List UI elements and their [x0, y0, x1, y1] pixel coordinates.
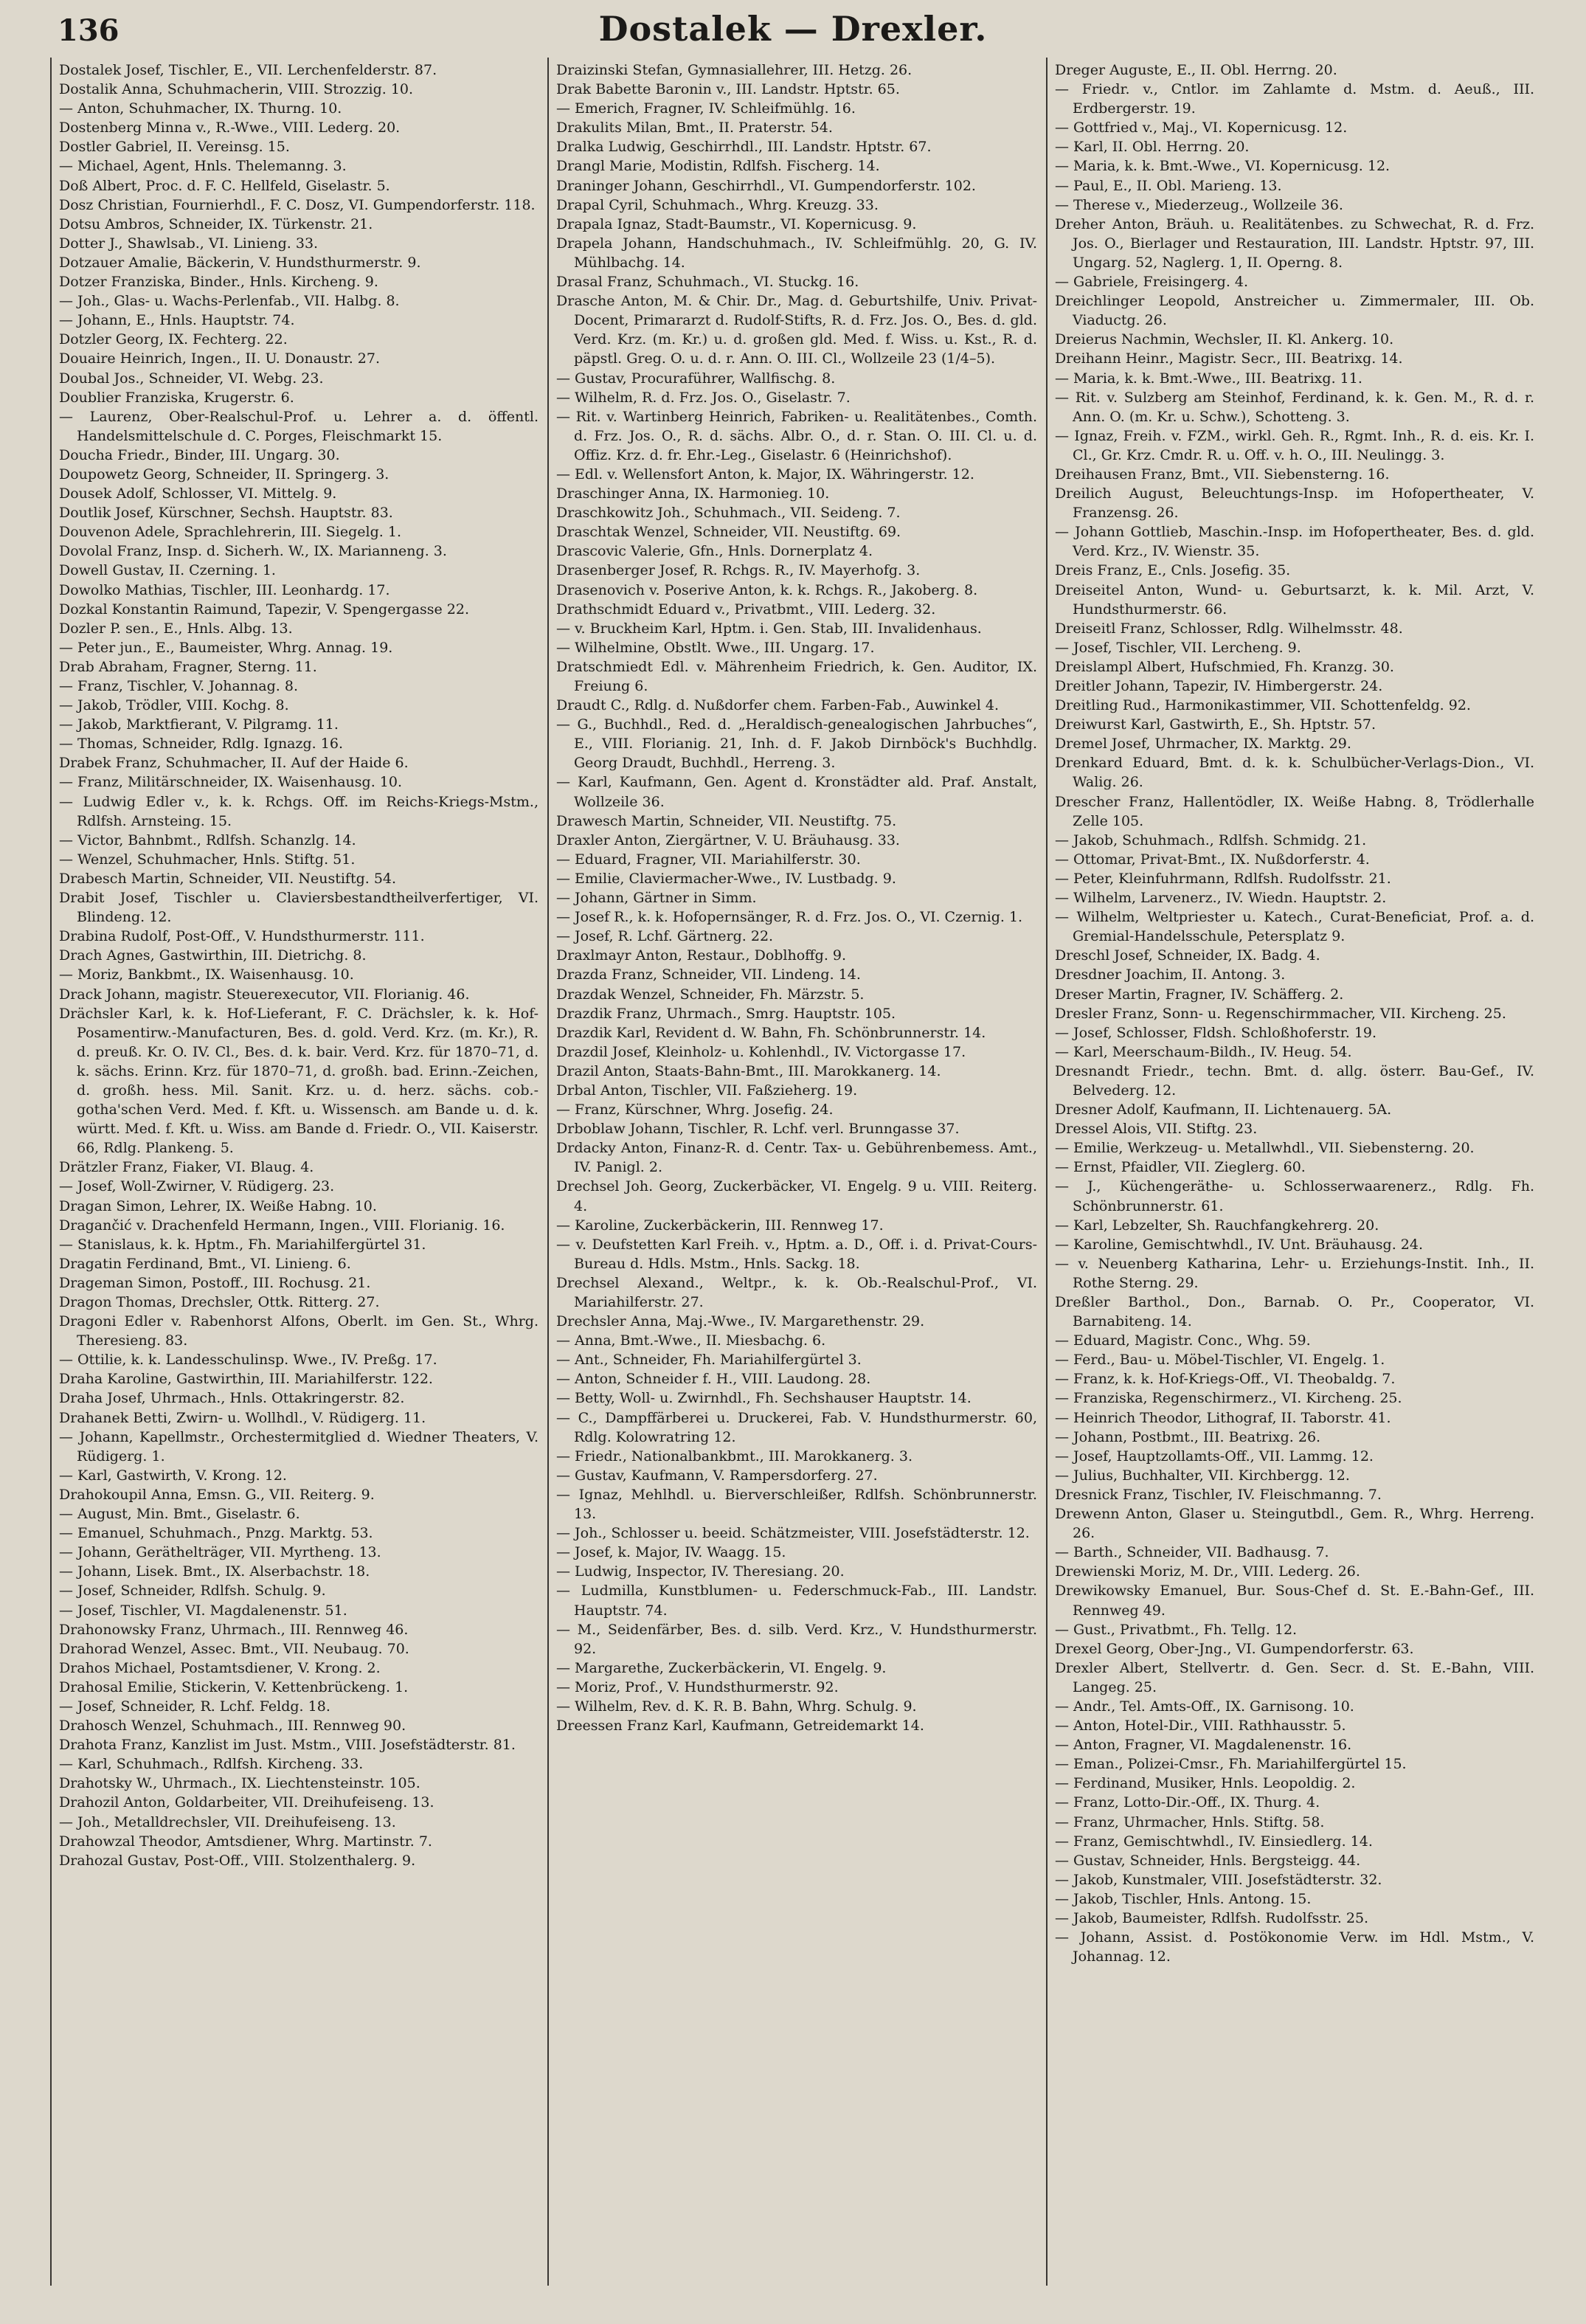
directory-entry: — Karl, Schuhmach., Rdlfsh. Kircheng. 33.	[59, 1756, 364, 1773]
directory-entry: — Josef, Hauptzollamts-Off., VII. Lammg. 12.	[1055, 1448, 1374, 1464]
directory-entry: Dotter J., Shawlsab., VI. Linieng. 33.	[59, 235, 319, 252]
directory-entry: — Josef, Schlosser, Fldsh. Schloßhoferstr. 19.	[1055, 1024, 1377, 1041]
directory-entry: Dowell Gustav, II. Czerning. 1.	[59, 562, 276, 579]
directory-entry: — Gustav, Procuraführer, Wallfischg. 8.	[556, 370, 836, 387]
page-header	[52, 9, 1534, 53]
directory-entry: Dreislampl Albert, Hufschmied, Fh. Kranzg. 30.	[1055, 658, 1394, 675]
directory-entry: Drahokoupil Anna, Emsn. G., VII. Reiterg. 9.	[59, 1486, 375, 1503]
directory-entry: — Jakob, Kunstmaler, VIII. Josefstädterstr. 32.	[1055, 1871, 1382, 1888]
directory-entry: Drahowzal Theodor, Amtsdiener, Whrg. Martinstr. 7.	[59, 1833, 432, 1850]
directory-entry: — Jakob, Baumeister, Rdlfsh. Rudolfsstr. 25.	[1055, 1910, 1369, 1926]
directory-entry: Dragančić v. Drachenfeld Hermann, Ingen., VIII. Florianig. 16.	[59, 1217, 505, 1234]
directory-entry: — Edl. v. Wellensfort Anton, k. Major, IX. Währingerstr. 12.	[556, 466, 974, 483]
directory-entry: — Eduard, Magistr. Conc., Whg. 59.	[1055, 1332, 1311, 1349]
directory-entry: Dreichlinger Leopold, Anstreicher u. Zimmermaler, III. Ob. Viaductg. 26.	[1055, 293, 1534, 329]
directory-entry: Dreschl Josef, Schneider, IX. Badg. 4.	[1055, 947, 1320, 964]
directory-entry: — Anton, Schuhmacher, IX. Thurng. 10.	[59, 100, 342, 117]
directory-entry: — Franz, Uhrmacher, Hnls. Stiftg. 58.	[1055, 1813, 1325, 1830]
directory-entry: — Anton, Hotel-Dir., VIII. Rathhausstr. 5.	[1055, 1718, 1346, 1735]
directory-entry: — Josef R., k. k. Hofopernsänger, R. d. Frz. Jos. O., VI. Czernig. 1.	[556, 909, 1023, 926]
directory-entry: Dragan Simon, Lehrer, IX. Weiße Habng. 10.	[59, 1197, 377, 1214]
directory-entry: — Johann, Assist. d. Postökonomie Verw. im Hdl. Mstm., V. Johannag. 12.	[1055, 1929, 1534, 1965]
directory-entry: Drahota Franz, Kanzlist im Just. Mstm., VIII. Josefstädterstr. 81.	[59, 1737, 516, 1754]
directory-entry: Dreiseitl Franz, Schlosser, Rdlg. Wilhelmsstr. 48.	[1055, 620, 1403, 637]
directory-entry: Drahorad Wenzel, Assec. Bmt., VII. Neubaug. 70.	[59, 1640, 409, 1657]
directory-entry: Doutlik Josef, Kürschner, Sechsh. Hauptstr. 83.	[59, 505, 393, 522]
directory-entry: Drach Agnes, Gastwirthin, III. Dietrichg. 8.	[59, 947, 367, 964]
directory-entry: Doublier Franziska, Krugerstr. 6.	[59, 389, 294, 406]
directory-entry: Dreihann Heinr., Magistr. Secr., III. Beatrixg. 14.	[1055, 350, 1403, 367]
directory-entry: — Wilhelm, Larvenerz., IV. Wiedn. Hauptstr. 2.	[1055, 890, 1387, 907]
directory-entry: Dozkal Konstantin Raimund, Tapezir, V. Spengergasse 22.	[59, 601, 470, 618]
directory-entry: — Ignaz, Freih. v. FZM., wirkl. Geh. R., Rgmt. Inh., R. d. eis. Kr. I. Cl., Gr. Krz. Cmdr. R. u. Off. v. h. O., III. Neulingg. 3.	[1055, 427, 1534, 463]
directory-entry: Drdacky Anton, Finanz-R. d. Centr. Tax- u. Gebührenbemess. Amt., IV. Panigl. 2.	[556, 1140, 1037, 1176]
directory-entry: Drak Babette Baronin v., III. Landstr. Hptstr. 65.	[556, 81, 900, 98]
directory-entry: Drechsler Anna, Maj.-Wwe., IV. Margarethenstr. 29.	[556, 1313, 925, 1330]
directory-entry: — v. Bruckheim Karl, Hptm. i. Gen. Stab, III. Invalidenhaus.	[556, 620, 982, 637]
directory-entry: — Johann, Lisek. Bmt., IX. Alserbachstr. 18.	[59, 1563, 370, 1580]
directory-entry: Drazda Franz, Schneider, VII. Lindeng. 14.	[556, 966, 861, 983]
directory-entry: — Anton, Fragner, VI. Magdalenenstr. 16.	[1055, 1737, 1352, 1754]
directory-entry: — Emilie, Claviermacher-Wwe., IV. Lustbadg. 9.	[556, 870, 896, 887]
directory-entry: Drazdik Karl, Revident d. W. Bahn, Fh. Schönbrunnerstr. 14.	[556, 1024, 986, 1041]
directory-entry: Drahosch Wenzel, Schuhmach., III. Rennweg 90.	[59, 1718, 406, 1735]
directory-entry: Dostenberg Minna v., R.-Wwe., VIII. Lederg. 20.	[59, 120, 401, 136]
directory-entry: — Karl, Lebzelter, Sh. Rauchfangkehrerg. 20.	[1055, 1217, 1379, 1234]
directory-entry: — Ludmilla, Kunstblumen- u. Federschmuck-Fab., III. Landstr. Hauptstr. 74.	[556, 1583, 1037, 1619]
directory-entry: Draschtak Wenzel, Schneider, VII. Neustiftg. 69.	[556, 524, 901, 541]
directory-entry: Drahanek Betti, Zwirn- u. Wollhdl., V. Rüdigerg. 11.	[59, 1409, 426, 1426]
directory-entry: Dragon Thomas, Drechsler, Ottk. Ritterg. 27.	[59, 1294, 380, 1310]
directory-entry: — Jakob, Tischler, Hnls. Antong. 15.	[1055, 1890, 1312, 1907]
directory-entry: Dotzauer Amalie, Bäckerin, V. Hundsthurmerstr. 9.	[59, 254, 421, 271]
directory-entry: Drabesch Martin, Schneider, VII. Neustiftg. 54.	[59, 870, 397, 887]
directory-entry: Dressel Alois, VII. Stiftg. 23.	[1055, 1121, 1258, 1138]
directory-entry: — Karl, Gastwirth, V. Krong. 12.	[59, 1467, 287, 1484]
directory-entry: Dovolal Franz, Insp. d. Sicherh. W., IX. Marianneng. 3.	[59, 543, 447, 560]
directory-entry: — Thomas, Schneider, Rdlg. Ignazg. 16.	[59, 736, 343, 753]
directory-entry: Dousek Adolf, Schlosser, VI. Mittelg. 9.	[59, 485, 337, 502]
directory-entry: — Ottilie, k. k. Landesschulinsp. Wwe., IV. Preßg. 17.	[59, 1352, 437, 1369]
directory-entry: Drahonowsky Franz, Uhrmach., III. Rennweg 46.	[59, 1621, 409, 1638]
directory-entry: Drapal Cyril, Schuhmach., Whrg. Kreuzg. 33.	[556, 196, 879, 213]
directory-entry: Drenkard Eduard, Bmt. d. k. k. Schulbücher-Verlags-Dion., VI. Walig. 26.	[1055, 755, 1534, 791]
directory-entry: Dralka Ludwig, Geschirrhdl., III. Landstr. Hptstr. 67.	[556, 139, 932, 156]
directory-entry: — G., Buchhdl., Red. d. „Heraldisch-genealogischen Jahrbuches“, E., VIII. Florianig. 21, Inh. d. F. Jakob Dirnböck's Buchhdlg. Georg Draudt, Buchhdl., Herreng. 3.	[556, 716, 1037, 772]
directory-entry: — Josef, k. Major, IV. Waagg. 15.	[556, 1544, 786, 1561]
directory-entry: Drescher Franz, Hallentödler, IX. Weiße Habng. 8, Trödlerhalle Zelle 105.	[1055, 793, 1534, 829]
directory-entry: — Franz, Gemischtwhdl., IV. Einsiedlerg. 14.	[1055, 1833, 1373, 1850]
directory-entry: — Franz, Militärschneider, IX. Waisenhausg. 10.	[59, 774, 402, 791]
directory-entry: — Peter jun., E., Baumeister, Whrg. Annag. 19.	[59, 639, 393, 656]
directory-entry: Doß Albert, Proc. d. F. C. Hellfeld, Giselastr. 5.	[59, 177, 390, 194]
directory-entry: — Emanuel, Schuhmach., Pnzg. Marktg. 53.	[59, 1525, 373, 1542]
directory-entry: — Joh., Glas- u. Wachs-Perlenfab., VII. Halbg. 8.	[59, 293, 400, 310]
directory-entry: Dotzer Franziska, Binder., Hnls. Kircheng. 9.	[59, 274, 378, 291]
directory-entry: Douvenon Adele, Sprachlehrerin, III. Siegelg. 1.	[59, 524, 401, 541]
directory-entry: — Moriz, Bankbmt., IX. Waisenhausg. 10.	[59, 966, 354, 983]
directory-entry: Drapala Ignaz, Stadt-Baumstr., VI. Kopernicusg. 9.	[556, 215, 917, 232]
directory-entry: Dostalik Anna, Schuhmacherin, VIII. Strozzig. 10.	[59, 81, 414, 98]
directory-entry: Drangl Marie, Modistin, Rdlfsh. Fischerg. 14.	[556, 158, 880, 175]
directory-entry: — Josef, Schneider, R. Lchf. Feldg. 18.	[59, 1698, 330, 1715]
column-middle	[549, 58, 1047, 2286]
directory-entry: — Gustav, Schneider, Hnls. Bergsteigg. 44.	[1055, 1852, 1361, 1869]
directory-entry: — Margarethe, Zuckerbäckerin, VI. Engelg. 9.	[556, 1659, 887, 1676]
directory-entry: Drazdak Wenzel, Schneider, Fh. Märzstr. 5.	[556, 986, 865, 1003]
directory-entry: — Ludwig, Inspector, IV. Theresiang. 20.	[556, 1563, 845, 1580]
directory-entry: Dreger Auguste, E., II. Obl. Herrng. 20.	[1055, 62, 1337, 78]
directory-entry: — v. Deufstetten Karl Freih. v., Hptm. a. D., Off. i. d. Privat-Cours-Bureau d. Hdls. Mstm., Hnls. Sackg. 18.	[556, 1236, 1037, 1272]
directory-entry: Drascovic Valerie, Gfn., Hnls. Dornerplatz 4.	[556, 543, 873, 560]
directory-entry: — Gust., Privatbmt., Fh. Tellg. 12.	[1055, 1621, 1298, 1638]
directory-entry: Dresner Adolf, Kaufmann, II. Lichtenauerg. 5A.	[1055, 1102, 1392, 1118]
directory-entry: — Jakob, Schuhmach., Rdlfsh. Schmidg. 21.	[1055, 831, 1367, 848]
directory-entry: — Ottomar, Privat-Bmt., IX. Nußdorferstr. 4.	[1055, 851, 1370, 868]
directory-entry: Drabit Josef, Tischler u. Claviersbestandtheilverfertiger, VI. Blindeng. 12.	[59, 890, 539, 926]
directory-entry: Drasche Anton, M. & Chir. Dr., Mag. d. Geburtshilfe, Univ. Privat-Docent, Primararzt d. Rudolf-Stifts, R. d. Frz. Jos. O., Bes. d. gld. Verd. Krz. (m. Kr.) u. d. großen gld. Med. f. Wiss. u. Kst., R. d. päpstl. Greg. O. u. d. r. Ann. O. III. Cl., Wollzeile 23 (1/4–5).	[556, 293, 1037, 367]
directory-entry: Drabina Rudolf, Post-Off., V. Hundsthurmerstr. 111.	[59, 928, 425, 945]
directory-entry: — Ferdinand, Musiker, Hnls. Leopoldig. 2.	[1055, 1775, 1356, 1792]
directory-entry: Dreiseitel Anton, Wund- u. Geburtsarzt, k. k. Mil. Arzt, V. Hundsthurmerstr. 66.	[1055, 581, 1534, 618]
directory-entry: Draha Karoline, Gastwirthin, III. Mariahilferstr. 122.	[59, 1371, 433, 1388]
directory-entry: — Paul, E., II. Obl. Marieng. 13.	[1055, 177, 1282, 194]
directory-entry: — Laurenz, Ober-Realschul-Prof. u. Lehrer a. d. öffentl. Handelsmittelschule d. C. Porges, Fleischmarkt 15.	[59, 408, 539, 444]
directory-entry: — Stanislaus, k. k. Hptm., Fh. Mariahilfergürtel 31.	[59, 1236, 426, 1253]
directory-entry: — Wilhelm, Rev. d. K. R. B. Bahn, Whrg. Schulg. 9.	[556, 1698, 917, 1715]
directory-entry: — Josef, Tischler, VII. Lercheng. 9.	[1055, 639, 1301, 656]
directory-entry: — Karl, Meerschaum-Bildh., IV. Heug. 54.	[1055, 1043, 1352, 1060]
directory-entry: — C., Dampffärberei u. Druckerei, Fab. V. Hundsthurmerstr. 60, Rdlg. Kolowratring 12.	[556, 1409, 1037, 1445]
directory-entry: Dreitling Rud., Harmonikastimmer, VII. Schottenfeldg. 92.	[1055, 697, 1471, 714]
directory-entry: — Johann, Geräthelträger, VII. Myrtheng. 13.	[59, 1544, 381, 1561]
directory-entry: Dreis Franz, E., Cnls. Josefig. 35.	[1055, 562, 1291, 579]
directory-entry: Drageman Simon, Postoff., III. Rochusg. 21.	[59, 1274, 371, 1291]
directory-entry: — Moriz, Prof., V. Hundsthurmerstr. 92.	[556, 1678, 839, 1695]
directory-entry: Dresnick Franz, Tischler, IV. Fleischmanng. 7.	[1055, 1486, 1382, 1503]
directory-entry: Dotzler Georg, IX. Fechterg. 22.	[59, 331, 288, 348]
directory-entry: — Eman., Polizei-Cmsr., Fh. Mariahilfergürtel 15.	[1055, 1756, 1407, 1773]
directory-entry: Draxler Anton, Ziergärtner, V. U. Bräuhausg. 33.	[556, 831, 900, 848]
directory-entry: — Johann, Kapellmstr., Orchestermitglied d. Wiedner Theaters, V. Rüdigerg. 1.	[59, 1428, 539, 1464]
directory-entry: Dreilich August, Beleuchtungs-Insp. im Hofopertheater, V. Franzensg. 26.	[1055, 485, 1534, 522]
directory-entry: — Joh., Metalldrechsler, VII. Dreihufeiseng. 13.	[59, 1813, 396, 1830]
directory-entry: Drbal Anton, Tischler, VII. Faßzieherg. 19.	[556, 1082, 858, 1099]
directory-entry: — Ernst, Pfaidler, VII. Zieglerg. 60.	[1055, 1159, 1306, 1176]
directory-entry: Dreitler Johann, Tapezir, IV. Himbergerstr. 24.	[1055, 678, 1383, 694]
directory-entry: Drazdil Josef, Kleinholz- u. Kohlenhdl., IV. Victorgasse 17.	[556, 1043, 966, 1060]
directory-entry: — M., Seidenfärber, Bes. d. silb. Verd. Krz., V. Hundsthurmerstr. 92.	[556, 1621, 1037, 1657]
directory-entry: Draschinger Anna, IX. Harmonieg. 10.	[556, 485, 830, 502]
directory-entry: Draudt C., Rdlg. d. Nußdorfer chem. Farben-Fab., Auwinkel 4.	[556, 697, 999, 714]
directory-entry: Drexler Albert, Stellvertr. d. Gen. Secr. d. St. E.-Bahn, VIII. Langeg. 25.	[1055, 1659, 1534, 1695]
directory-entry: — Franz, Tischler, V. Johannag. 8.	[59, 678, 299, 694]
directory-entry: Dragoni Edler v. Rabenhorst Alfons, Oberlt. im Gen. St., Whrg. Theresieng. 83.	[59, 1313, 539, 1349]
column-right	[1047, 58, 1543, 2286]
directory-entry: — Heinrich Theodor, Lithograf, II. Taborstr. 41.	[1055, 1409, 1391, 1426]
directory-entry: — Karoline, Gemischtwhdl., IV. Unt. Bräuhausg. 24.	[1055, 1236, 1424, 1253]
directory-entry: — Ignaz, Mehlhdl. u. Bierverschleißer, Rdlfsh. Schönbrunnerstr. 13.	[556, 1486, 1037, 1523]
directory-entry: — Rit. v. Sulzberg am Steinhof, Ferdinand, k. k. Gen. M., R. d. r. Ann. O. (m. Kr. u. Schw.), Schotteng. 3.	[1055, 389, 1534, 425]
directory-entry: Drakulits Milan, Bmt., II. Praterstr. 54.	[556, 120, 833, 136]
directory-entry: Drahozal Gustav, Post-Off., VIII. Stolzenthalerg. 9.	[59, 1852, 416, 1869]
directory-entry: — Friedr. v., Cntlor. im Zahlamte d. Mstm. d. Aeuß., III. Erdbergerstr. 19.	[1055, 81, 1534, 117]
directory-entry: — Anna, Bmt.-Wwe., II. Miesbachg. 6.	[556, 1332, 826, 1349]
directory-entry: — Emilie, Werkzeug- u. Metallwhdl., VII. Siebensterng. 20.	[1055, 1140, 1475, 1157]
directory-entry: — Emerich, Fragner, IV. Schleifmühlg. 16.	[556, 100, 856, 117]
directory-entry: — Franz, Kürschner, Whrg. Josefig. 24.	[556, 1102, 834, 1118]
directory-entry: Drewikowsky Emanuel, Bur. Sous-Chef d. St. E.-Bahn-Gef., III. Rennweg 49.	[1055, 1583, 1534, 1619]
directory-entry: — Josef, Woll-Zwirner, V. Rüdigerg. 23.	[59, 1178, 335, 1195]
directory-entry: — v. Neuenberg Katharina, Lehr- u. Erziehungs-Instit. Inh., II. Rothe Sterng. 29.	[1055, 1255, 1534, 1291]
directory-entry: — Peter, Kleinfuhrmann, Rdlfsh. Rudolfsstr. 21.	[1055, 870, 1391, 887]
directory-entry: Doucha Friedr., Binder, III. Ungarg. 30.	[59, 446, 340, 463]
directory-entry: Draninger Johann, Geschirrhdl., VI. Gumpendorferstr. 102.	[556, 177, 976, 194]
directory-entry: Drahotsky W., Uhrmach., IX. Liechtensteinstr. 105.	[59, 1775, 420, 1792]
directory-entry: Dreher Anton, Bräuh. u. Realitätenbes. zu Schwechat, R. d. Frz. Jos. O., Bierlager und Restauration, III. Landstr. Hptstr. 97, III. Ungarg. 52, Naglerg. 1, II. Operng. 8.	[1055, 215, 1534, 271]
directory-entry: — Johann Gottlieb, Maschin.-Insp. im Hofopertheater, Bes. d. gld. Verd. Krz., IV. Wienstr. 35.	[1055, 524, 1534, 560]
directory-entry: — Julius, Buchhalter, VII. Kirchbergg. 12.	[1055, 1467, 1350, 1484]
directory-entry: Drasenberger Josef, R. Rchgs. R., IV. Mayerhofg. 3.	[556, 562, 921, 579]
directory-entry: Draizinski Stefan, Gymnasiallehrer, III. Hetzg. 26.	[556, 62, 913, 78]
directory-entry: — Josef, R. Lchf. Gärtnerg. 22.	[556, 928, 774, 945]
directory-entry: Drabek Franz, Schuhmacher, II. Auf der Haide 6.	[59, 755, 409, 772]
directory-entry: Dreßler Barthol., Don., Barnab. O. Pr., Cooperator, VI. Barnabiteng. 14.	[1055, 1294, 1534, 1330]
directory-entry: Drahozil Anton, Goldarbeiter, VII. Dreihufeiseng. 13.	[59, 1794, 434, 1811]
directory-entry: — Barth., Schneider, VII. Badhausg. 7.	[1055, 1544, 1329, 1561]
directory-entry: — Ant., Schneider, Fh. Mariahilfergürtel 3.	[556, 1352, 862, 1369]
directory-entry: — Wenzel, Schuhmacher, Hnls. Stiftg. 51.	[59, 851, 356, 868]
directory-entry: Drahos Michael, Postamtsdiener, V. Krong. 2.	[59, 1659, 381, 1676]
directory-entry: — Johann, Postbmt., III. Beatrixg. 26.	[1055, 1428, 1321, 1445]
directory-entry: — Franz, k. k. Hof-Kriegs-Off., VI. Theobaldg. 7.	[1055, 1371, 1396, 1388]
directory-entry: Dratschmiedt Edl. v. Mährenheim Friedrich, k. Gen. Auditor, IX. Freiung 6.	[556, 658, 1037, 694]
directory-entry: Drapela Johann, Handschuhmach., IV. Schleifmühlg. 20, G. IV. Mühlbachg. 14.	[556, 235, 1037, 271]
directory-entry: Doubal Jos., Schneider, VI. Webg. 23.	[59, 370, 324, 387]
directory-entry: Dostler Gabriel, II. Vereinsg. 15.	[59, 139, 290, 156]
directory-columns	[50, 58, 1543, 2286]
directory-entry: — Victor, Bahnbmt., Rdlfsh. Schanzlg. 14.	[59, 831, 356, 848]
directory-entry: Drewenn Anton, Glaser u. Steingutbdl., Gem. R., Whrg. Herreng. 26.	[1055, 1506, 1534, 1542]
directory-entry: Drawesch Martin, Schneider, VII. Neustiftg. 75.	[556, 812, 897, 829]
directory-entry: — Friedr., Nationalbankbmt., III. Marokkanerg. 3.	[556, 1448, 913, 1464]
directory-entry: Drazil Anton, Staats-Bahn-Bmt., III. Marokkanerg. 14.	[556, 1062, 941, 1079]
directory-entry: Drack Johann, magistr. Steuerexecutor, VII. Florianig. 46.	[59, 986, 470, 1003]
directory-entry: — Wilhelm, Weltpriester u. Katech., Curat-Beneficiat, Prof. a. d. Gremial-Handelsschule, Petersplatz 9.	[1055, 909, 1534, 945]
directory-entry: — Maria, k. k. Bmt.-Wwe., VI. Kopernicusg. 12.	[1055, 158, 1391, 175]
directory-entry: — Johann, Gärtner in Simm.	[556, 890, 757, 907]
directory-entry: Drab Abraham, Fragner, Sterng. 11.	[59, 658, 317, 675]
directory-entry: Dragatin Ferdinand, Bmt., VI. Linieng. 6.	[59, 1255, 351, 1272]
directory-entry: — Josef, Schneider, Rdlfsh. Schulg. 9.	[59, 1583, 326, 1600]
directory-entry: — August, Min. Bmt., Giselastr. 6.	[59, 1506, 300, 1523]
directory-entry: — Ludwig Edler v., k. k. Rchgs. Off. im Reichs-Kriegs-Mstm., Rdlfsh. Arnsteing. 15.	[59, 793, 539, 829]
directory-entry: — Wilhelm, R. d. Frz. Jos. O., Giselastr. 7.	[556, 389, 851, 406]
directory-entry: Dreihausen Franz, Bmt., VII. Siebensterng. 16.	[1055, 466, 1390, 483]
directory-entry: — Joh., Schlosser u. beeid. Schätzmeister, VIII. Josefstädterstr. 12.	[556, 1525, 1030, 1542]
directory-entry: — Ferd., Bau- u. Möbel-Tischler, VI. Engelg. 1.	[1055, 1352, 1385, 1369]
directory-entry: Drathschmidt Eduard v., Privatbmt., VIII. Lederg. 32.	[556, 601, 936, 618]
running-head: Dostalek — Drexler.	[598, 9, 988, 49]
directory-entry: Dreierus Nachmin, Wechsler, II. Kl. Ankerg. 10.	[1055, 331, 1394, 348]
directory-entry: Doupowetz Georg, Schneider, II. Springerg. 3.	[59, 466, 389, 483]
directory-entry: — Jakob, Trödler, VIII. Kochg. 8.	[59, 697, 289, 714]
directory-entry: Dosz Christian, Fournierhdl., F. C. Dosz, VI. Gumpendorferstr. 118.	[59, 196, 536, 213]
directory-entry: — Karl, Kaufmann, Gen. Agent d. Kronstädter ald. Praf. Anstalt, Wollzeile 36.	[556, 774, 1037, 810]
directory-entry: — Andr., Tel. Amts-Off., IX. Garnisong. 10.	[1055, 1698, 1354, 1715]
directory-entry: — Franz, Lotto-Dir.-Off., IX. Thurg. 4.	[1055, 1794, 1320, 1811]
column-left	[50, 58, 549, 2286]
directory-entry: Dreser Martin, Fragner, IV. Schäfferg. 2.	[1055, 986, 1344, 1003]
directory-entry: — Michael, Agent, Hnls. Thelemanng. 3.	[59, 158, 347, 175]
directory-entry: — Maria, k. k. Bmt.-Wwe., III. Beatrixg. 11.	[1055, 370, 1362, 387]
directory-entry: — Franziska, Regenschirmerz., VI. Kircheng. 25.	[1055, 1390, 1402, 1407]
page-number: 136	[58, 13, 120, 48]
directory-entry: — Karl, II. Obl. Herrng. 20.	[1055, 139, 1250, 156]
directory-entry: — J., Küchengeräthe- u. Schlosserwaarenerz., Rdlg. Fh. Schönbrunnerstr. 61.	[1055, 1178, 1534, 1214]
directory-entry: Drahosal Emilie, Stickerin, V. Kettenbrückeng. 1.	[59, 1678, 409, 1695]
directory-entry: — Anton, Schneider f. H., VIII. Laudong. 28.	[556, 1371, 871, 1388]
directory-entry: — Jakob, Marktfierant, V. Pilgramg. 11.	[59, 716, 339, 733]
directory-entry: Dostalek Josef, Tischler, E., VII. Lerchenfelderstr. 87.	[59, 62, 437, 78]
directory-entry: Drechsel Joh. Georg, Zuckerbäcker, VI. Engelg. 9 u. VIII. Reiterg. 4.	[556, 1178, 1037, 1214]
directory-entry: Draxlmayr Anton, Restaur., Doblhoffg. 9.	[556, 947, 847, 964]
directory-entry: Draschkowitz Joh., Schuhmach., VII. Seideng. 7.	[556, 505, 901, 522]
directory-entry: Dresler Franz, Sonn- u. Regenschirmmacher, VII. Kircheng. 25.	[1055, 1005, 1506, 1022]
directory-entry: Dresdner Joachim, II. Antong. 3.	[1055, 966, 1286, 983]
directory-entry: Dotsu Ambros, Schneider, IX. Türkenstr. 21.	[59, 215, 373, 232]
directory-entry: Dowolko Mathias, Tischler, III. Leonhardg. 17.	[59, 581, 390, 598]
directory-entry: Drechsel Alexand., Weltpr., k. k. Ob.-Realschul-Prof., VI. Mariahilferstr. 27.	[556, 1274, 1037, 1310]
directory-entry: Draha Josef, Uhrmach., Hnls. Ottakringerstr. 82.	[59, 1390, 405, 1407]
directory-entry: Drazdik Franz, Uhrmach., Smrg. Hauptstr. 105.	[556, 1005, 896, 1022]
directory-entry: Dozler P. sen., E., Hnls. Albg. 13.	[59, 620, 293, 637]
directory-entry: — Betty, Woll- u. Zwirnhdl., Fh. Sechshauser Hauptstr. 14.	[556, 1390, 972, 1407]
directory-entry: — Gottfried v., Maj., VI. Kopernicusg. 12.	[1055, 120, 1348, 136]
directory-entry: Dreessen Franz Karl, Kaufmann, Getreidemarkt 14.	[556, 1718, 924, 1735]
directory-entry: Drätzler Franz, Fiaker, VI. Blaug. 4.	[59, 1159, 314, 1176]
directory-entry: Drewienski Moriz, M. Dr., VIII. Lederg. 26.	[1055, 1563, 1360, 1580]
directory-entry: Drboblaw Johann, Tischler, R. Lchf. verl. Brunngasse 37.	[556, 1121, 960, 1138]
directory-entry: — Karoline, Zuckerbäckerin, III. Rennweg 17.	[556, 1217, 884, 1234]
directory-entry: — Gabriele, Freisingerg. 4.	[1055, 274, 1249, 291]
directory-entry: — Johann, E., Hnls. Hauptstr. 74.	[59, 312, 295, 329]
directory-entry: — Therese v., Miederzeug., Wollzeile 36.	[1055, 196, 1343, 213]
directory-entry: Dremel Josef, Uhrmacher, IX. Marktg. 29.	[1055, 736, 1351, 753]
directory-entry: Douaire Heinrich, Ingen., II. U. Donaustr. 27.	[59, 350, 381, 367]
directory-entry: Drächsler Karl, k. k. Hof-Lieferant, F. C. Drächsler, k. k. Hof-Posamentirw.-Manufacturen, Bes. d. gold. Verd. Krz. (m. Kr.), R. d. preuß. Kr. O. IV. Cl., Bes. d. k. bair. Verd. Krz. für 1870–71, d. k. sächs. Erinn. Krz. für 1870–71, d. großh. bad. Erinn.-Zeichen, d. großh. hess. Mil. Sanit. Krz. u. d. herz. sächs. cob.-gotha'schen Verd. Med. f. Kft. u. Wissensch. am Bande u. d. k. württ. Med. f. Kft. u. Wiss. am Bande d. Friedr. O., VII. Kaiserstr. 66, Rdlg. Plankeng. 5.	[59, 1005, 539, 1157]
directory-entry: — Eduard, Fragner, VII. Mariahilferstr. 30.	[556, 851, 861, 868]
directory-entry: — Josef, Tischler, VI. Magdalenenstr. 51.	[59, 1602, 347, 1619]
directory-entry: Dreiwurst Karl, Gastwirth, E., Sh. Hptstr. 57.	[1055, 716, 1377, 733]
directory-entry: Dresnandt Friedr., techn. Bmt. d. allg. österr. Bau-Gef., IV. Belvederg. 12.	[1055, 1062, 1534, 1099]
directory-entry: — Rit. v. Wartinberg Heinrich, Fabriken- u. Realitätenbes., Comth. d. Frz. Jos. O., R. d. sächs. Albr. O., d. r. Stan. O. III. Cl. u. d. Offiz. Krz. d. fr. Ehr.-Leg., Giselastr. 6 (Heinrichshof).	[556, 408, 1037, 463]
directory-entry: — Wilhelmine, Obstlt. Wwe., III. Ungarg. 17.	[556, 639, 875, 656]
directory-entry: — Gustav, Kaufmann, V. Rampersdorferg. 27.	[556, 1467, 878, 1484]
directory-entry: Drexel Georg, Ober-Jng., VI. Gumpendorferstr. 63.	[1055, 1640, 1414, 1657]
directory-entry: Drasenovich v. Poserive Anton, k. k. Rchgs. R., Jakoberg. 8.	[556, 581, 978, 598]
directory-entry: Drasal Franz, Schuhmach., VI. Stuckg. 16.	[556, 274, 859, 291]
